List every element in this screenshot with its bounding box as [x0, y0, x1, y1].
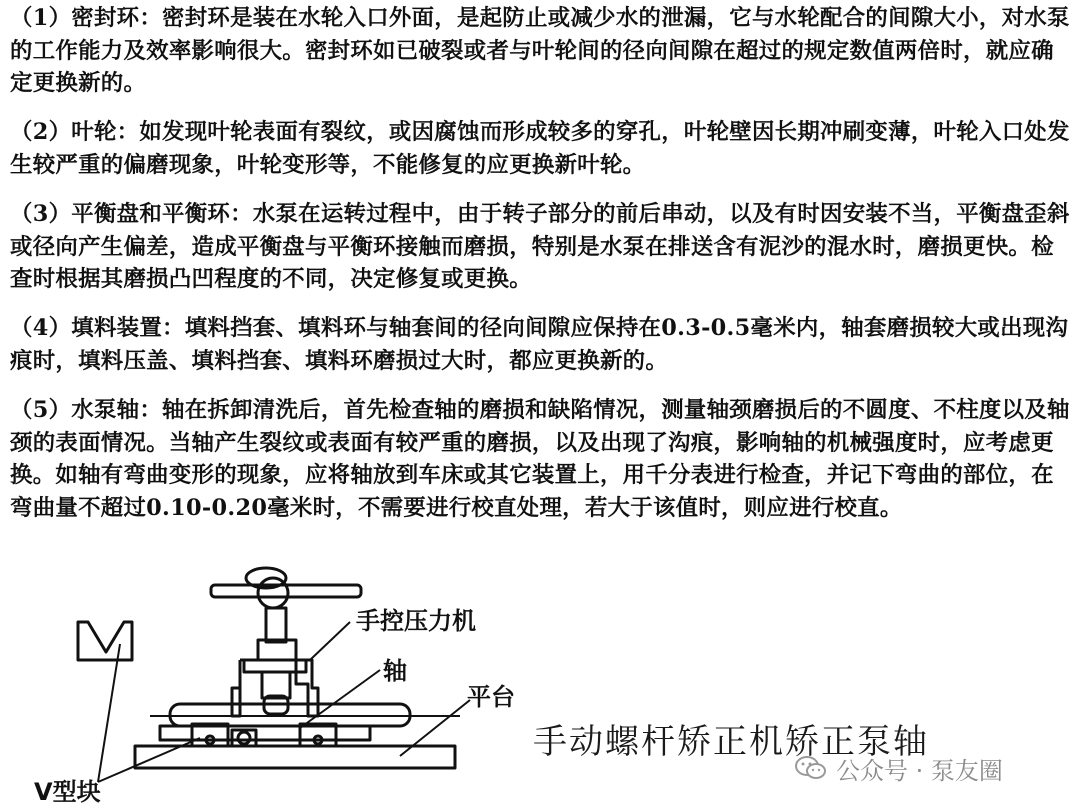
figure-caption: 手动螺杆矫正机矫正泵轴 [533, 722, 929, 762]
watermark-text: 公众号 · 泵友圈 [836, 756, 1003, 785]
paragraph-balance-disc: （3）平衡盘和平衡环：水泵在运转过程中，由于转子部分的前后串动，以及有时因安装不当，平衡盘歪斜或径向产生偏差，造成平衡盘与平衡环接触而磨损，特别是水泵在排送含有泥沙的混水时，磨损更快。检查时根据其磨损凸凹程度的不同，决定修复或更换。 [10, 201, 1070, 292]
watermark [794, 751, 1003, 785]
paragraph-pump-shaft: （5）水泵轴：轴在拆卸清洗后，首先检查轴的磨损和缺陷情况，测量轴颈磨损后的不圆度、不柱度以及轴颈的表面情况。当轴产生裂纹或表面有较严重的磨损，以及出现了沟痕，影响轴的机械强度时，应考虑更换。如轴有弯曲变形的现象，应将轴放到车床或其它装置上，用千分表进行检查，并记下弯曲的部位，在弯曲量不超过0.10-0.20毫米时，不需要进行校直处理，若大于该值时，则应进行校直。 [10, 397, 1070, 521]
paragraph-impeller: （2）叶轮：如发现叶轮表面有裂纹，或因腐蚀而形成较多的穿孔，叶轮壁因长期冲刷变薄，叶轮入口处发生较严重的偏磨现象，叶轮变形等，不能修复的应更换新叶轮。 [10, 119, 1070, 178]
paragraph-packing: （4）填料装置：填料挡套、填料环与轴套间的径向间隙应保持在0.3-0.5毫米内，轴套磨损较大或出现沟痕时，填料压盖、填料挡套、填料环磨损过大时，都应更换新的。 [10, 315, 1069, 374]
label-shaft: 轴 [383, 657, 407, 685]
label-platform: 平台 [467, 683, 515, 711]
label-v-block: V型块 [34, 778, 101, 806]
wechat-icon [794, 754, 828, 782]
label-hand-press: 手控压力机 [356, 607, 476, 635]
paragraph-seal-ring: （1）密封环：密封环是装在水轮入口外面，是起防止或减少水的泄漏，它与水轮配合的间隙大小，对水泵的工作能力及效率影响很大。密封环如已破裂或者与叶轮间的径向间隙在超过的规定数值两倍时，就应确定更换新的。 [10, 5, 1070, 96]
